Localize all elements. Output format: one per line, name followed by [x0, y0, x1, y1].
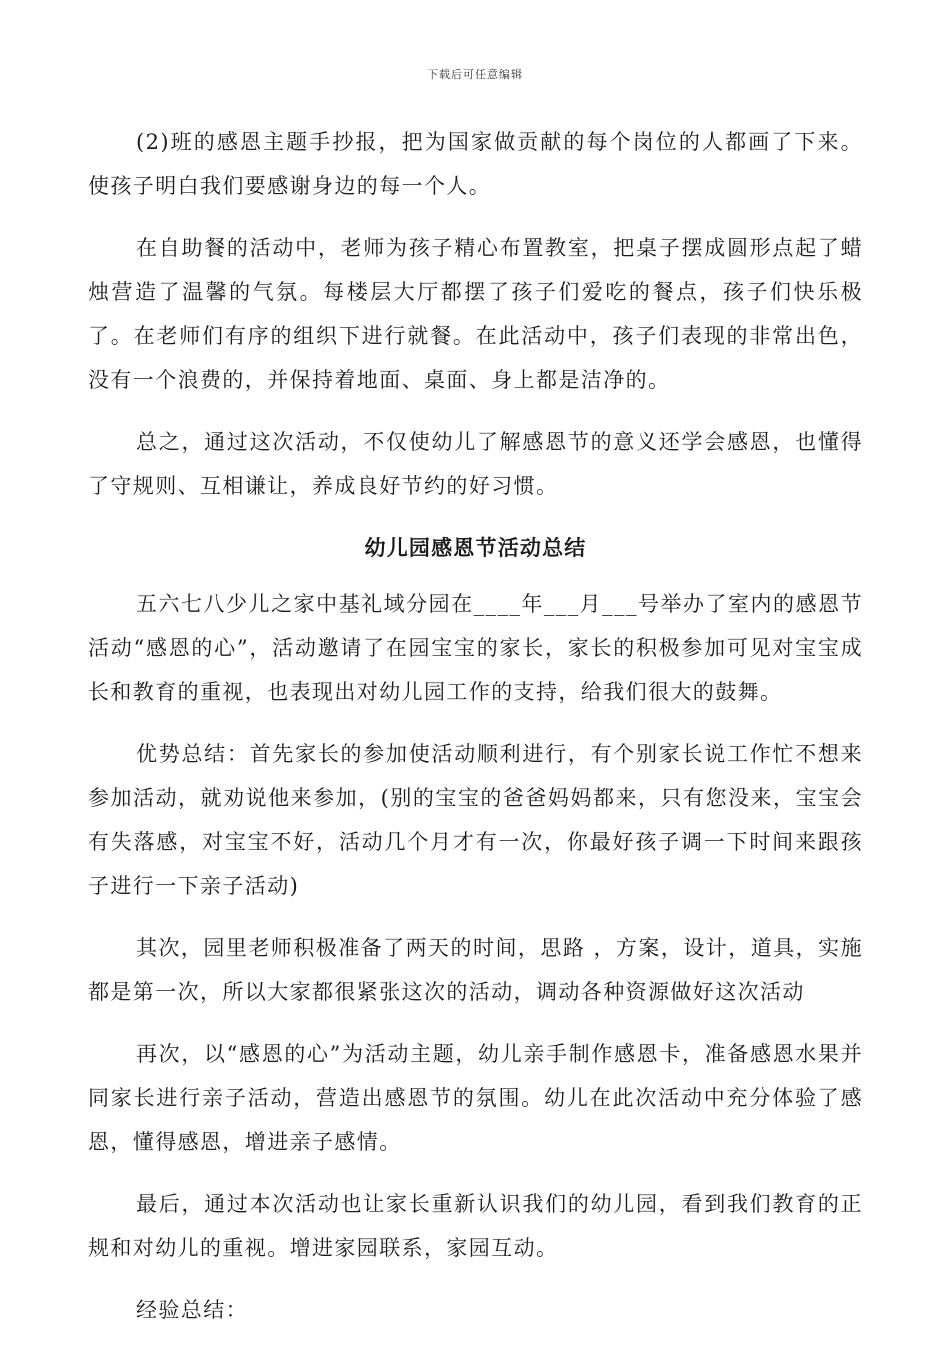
paragraph-finally: 最后，通过本次活动也让家长重新认识我们的幼儿园，看到我们教育的正规和对幼儿的重视。增进家园联系，家园互动。	[88, 1192, 863, 1260]
page-header: 下载后可任意编辑	[427, 68, 523, 81]
section-title: 幼儿园感恩节活动总结	[364, 536, 587, 560]
paragraph-conclusion: 总之，通过这次活动，不仅使幼儿了解感恩节的意义还学会感恩，也懂得了守规则、互相谦让，养成良好节约的好习惯。	[88, 430, 863, 498]
paragraph-buffet-activity: 在自助餐的活动中，老师为孩子精心布置教室，把桌子摆成圆形点起了蜡烛营造了温馨的气氛。每楼层大厅都摆了孩子们爱吃的餐点，孩子们快乐极了。在老师们有序的组织下进行就餐。在此活动中，孩子们表现的非常出色，没有一个浪费的，并保持着地面、桌面、身上都是洁净的。	[88, 236, 863, 392]
document-body	[88, 120, 863, 1350]
paragraph-secondly: 其次，园里老师积极准备了两天的时间，思路 ，方案，设计，道具，实施都是第一次，所以大家都很紧张这次的活动，调动各种资源做好这次活动	[88, 936, 863, 1004]
paragraph-advantage-summary: 优势总结：首先家长的参加使活动顺利进行，有个别家长说工作忙不想来参加活动，就劝说他来参加，(别的宝宝的爸爸妈妈都来，只有您没来，宝宝会有失落感，对宝宝不好，活动几个月才有一次，你最好孩子调一下时间来跟孩子进行一下亲子活动)	[88, 742, 863, 898]
paragraph-thirdly: 再次，以“感恩的心”为活动主题，幼儿亲手制作感恩卡，准备感恩水果并同家长进行亲子活动，营造出感恩节的氛围。幼儿在此次活动中充分体验了感恩，懂得感恩，增进亲子感情。	[88, 1042, 863, 1154]
paragraph-handmade-newspaper: (2)班的感恩主题手抄报，把为国家做贡献的每个岗位的人都画了下来。使孩子明白我们要感谢身边的每一个人。	[88, 130, 863, 198]
paragraph-experience-summary: 经验总结：	[136, 1298, 248, 1322]
paragraph-event-intro: 五六七八少儿之家中基礼域分园在____年___月___号举办了室内的感恩节活动“感恩的心”，活动邀请了在园宝宝的家长，家长的积极参加可见对宝宝成长和教育的重视，也表现出对幼儿园工作的支持，给我们很大的鼓舞。	[88, 592, 863, 704]
